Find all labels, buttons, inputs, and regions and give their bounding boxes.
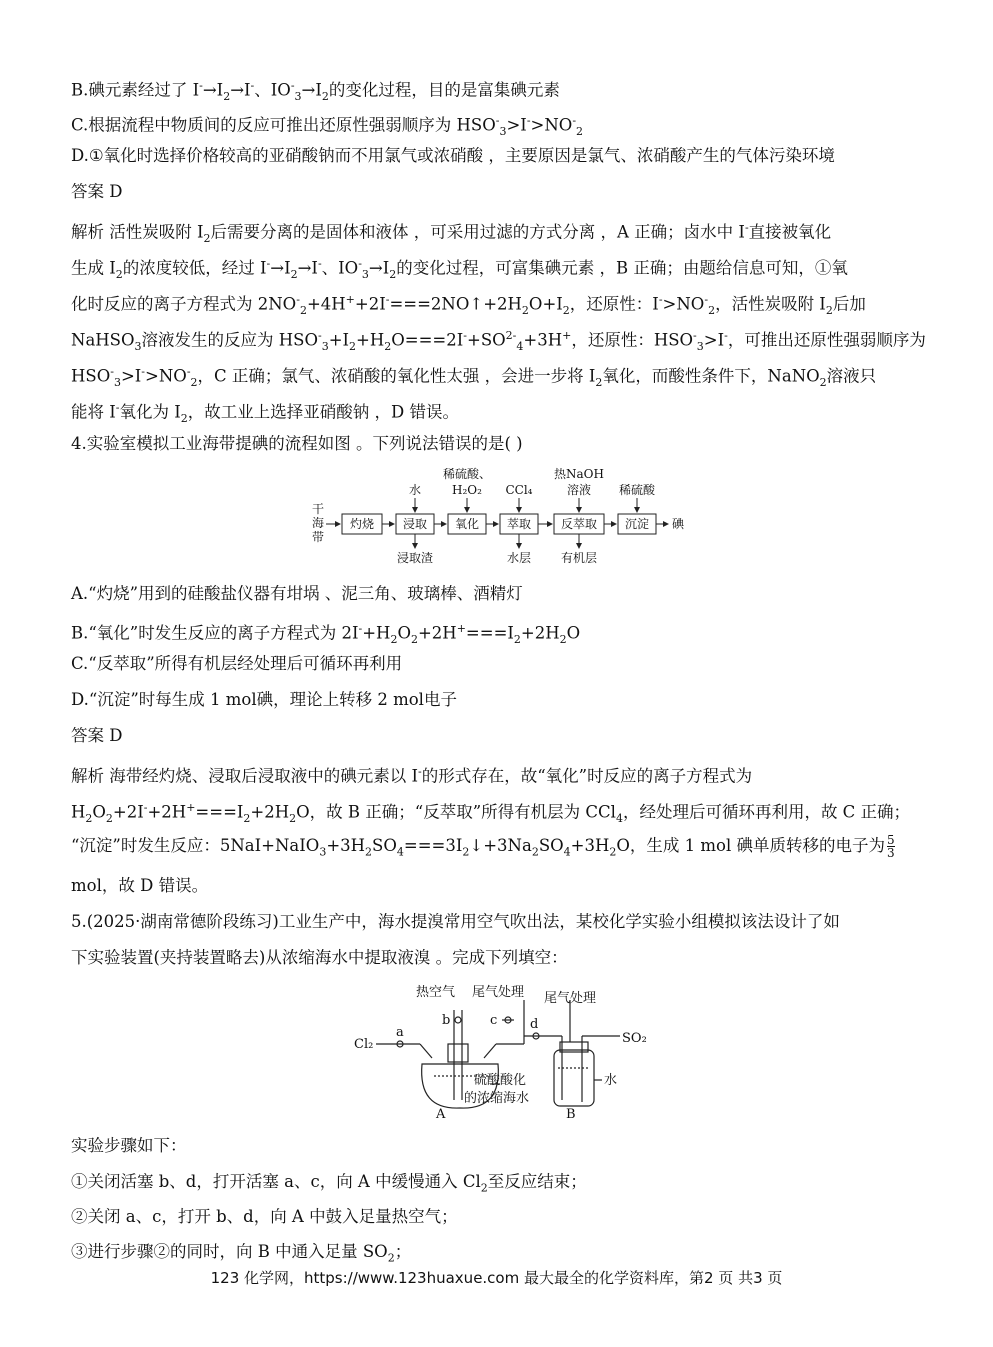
q4-explanation-line-1: 解析 海带经灼烧、浸取后浸取液中的碘元素以 I-的形式存在，故“氧化”时反应的离子方程式为 [71,765,753,786]
q3-explanation-line-4: NaHSO$_3$溶液发生的反应为 $HSO^-_3+I_2+H_2O===2I^-+SO^{2-}_4+3H^+$，还原性：$HSO^-_3>I^-$，可推出还原性强弱顺序为 [71,329,926,353]
fig-tail-gas-1: 尾气处理 [472,985,525,1000]
fig-cl2-label: Cl₂ [354,1037,374,1052]
flow-label-precipitate: 沉淀 [624,517,650,531]
bromine-extraction-apparatus [350,980,650,1122]
flow-label-back-extract: 反萃取 [560,517,598,531]
q4-option-c: C.“反萃取”所得有机层经处理后可循环再利用 [71,654,403,673]
flow-output-aqueous: 水层 [506,551,532,565]
q4-explanation-line-4: mol，故 D 错误。 [71,876,209,895]
flow-input-naoh: 热NaOH [554,467,604,481]
q4-explanation-line-3: “沉淀”时发生反应：$5NaI+NaIO_3+3H_2SO_4===3I_2↓+3Na_2SO_4+3H_2O$，生成 1 mol 碘单质转移的电子为 $\frac{5}{3}$ [71,833,895,860]
flow-input-acid: 稀硫酸、 [442,467,492,481]
q3-option-d: D.①氧化时选择价格较高的亚硝酸钠而不用氯气或浓硝酸 ，主要原因是氯气、浓硝酸产生的气体污染环境 [71,146,835,165]
fig-label-b: B [566,1107,576,1122]
q4-option-a: A.“灼烧”用到的硅酸盐仪器有坩埚 、泥三角、玻璃棒、酒精灯 [71,584,523,603]
q4-stem: 4.实验室模拟工业海带提碘的流程如图 。下列说法错误的是( ) [71,434,523,453]
flow-output-organic: 有机层 [560,551,598,565]
q3-option-b: B.碘元素经过了 $I^-\to I_2\to I^-$、$IO^-_3\to I_2$的变化过程，目的是富集碘元素 [71,79,560,103]
q3-answer: 答案 D [71,182,123,201]
kelp-iodine-flowchart [300,462,700,572]
flow-start-2: 海 [311,516,325,530]
q5-step-3: ③进行步骤②的同时，向 B 中通入足量 $SO_2$； [71,1242,412,1265]
fig-hot-air: 热空气 [416,985,456,1000]
fig-water-label: 水 [604,1073,618,1088]
fig-so2-label: SO₂ [622,1031,647,1046]
flow-start-1: 干 [311,502,325,516]
flow-output-residue: 浸取渣 [396,551,434,565]
flow-input-acid2: 稀硫酸 [618,483,656,497]
q4-option-b: B.“氧化”时发生反应的离子方程式为 $2I^-+H_2O_2+2H^+===I_2+2H_2O$ [71,622,581,646]
flow-label-leach: 浸取 [402,517,428,531]
flow-input-solution: 溶液 [566,483,592,497]
q3-explanation-line-5: $HSO^-_3>I^->NO^-_2$，C 正确；氯气、浓硝酸的氧化性太强 ，会进一步将 $I_2$氧化，而酸性条件下，NaNO$_2$溶液只 [71,365,877,389]
flow-label-oxidize: 氧化 [454,517,480,531]
q3-explanation-line-1: 解析 活性炭吸附 $I_2$后需要分离的是固体和液体 ，可采用过滤的方式分离 ，A 正确；卤水中 I-直接被氧化 [71,221,832,245]
q3-explanation-line-3: 化时反应的离子方程式为 $2NO^-_2+4H^++2I^-===2NO↑+2H_2O+I_2$，还原性：$I^->NO^-_2$，活性炭吸附 $I_2$后加 [71,293,866,317]
q4-answer: 答案 D [71,726,123,745]
q3-explanation-line-2: 生成 $I_2$的浓度较低，经过 $I^-\to I_2\to I^-$、$IO^-_3\to I_2$的变化过程，可富集碘元素 ，B 正确；由题给信息可知，①氧 [71,257,848,281]
fig-valve-d: d [530,1017,539,1032]
q3-option-c: C.根据流程中物质间的反应可推出还原性强弱顺序为 $HSO^-_3>I^->NO^-_2$ [71,114,584,138]
flow-label-extract: 萃取 [506,517,532,531]
q5-stem-line-2: 下实验装置(夹持装置略去)从浓缩海水中提取液溴 。完成下列填空： [71,948,568,967]
flow-input-h2o2: H₂O₂ [452,483,482,497]
flow-input-water: 水 [408,483,422,497]
flow-end: 碘 [671,517,685,531]
flow-label-burn: 灼烧 [349,517,375,531]
flow-start-3: 带 [311,530,325,544]
fig-tail-gas-2: 尾气处理 [544,991,597,1006]
q5-step-1: ①关闭活塞 b、d，打开活塞 a、c，向 A 中缓慢通入 $Cl_2$至反应结束； [71,1172,587,1195]
fig-label-a: A [436,1107,446,1122]
fig-valve-a: a [396,1025,404,1040]
fig-seawater-1: 硫酸酸化 [474,1073,527,1088]
q5-steps-title: 实验步骤如下： [71,1136,187,1155]
flow-input-ccl4: CCl₄ [505,483,533,497]
q4-explanation-line-2: $H_2O_2+2I^-+2H^+===I_2+2H_2O$，故 B 正确；“反萃取”所得有机层为 CCl$_4$，经处理后可循环再利用，故 C 正确； [71,801,911,825]
fig-seawater-2: 的浓缩海水 [464,1091,530,1106]
q5-step-2: ②关闭 a、c，打开 b、d，向 A 中鼓入足量热空气； [71,1207,458,1226]
q3-explanation-line-6: 能将 I-氧化为 $I_2$，故工业上选择亚硝酸钠 ，D 错误。 [71,401,459,425]
q5-stem-line-1: 5.(2025·湖南常德阶段练习)工业生产中，海水提溴常用空气吹出法，某校化学实验小组模拟该法设计了如 [71,912,840,931]
q4-option-d: D.“沉淀”时每生成 1 mol碘，理论上转移 2 mol电子 [71,690,457,709]
fig-valve-b: b [442,1013,451,1028]
page-footer: 123 化学网，https://www.123huaxue.com 最大最全的化学资料库，第2 页 共3 页 [210,1269,783,1287]
fraction-five-thirds: $\frac{5}{3}$ [887,833,895,860]
fig-valve-c: c [490,1013,498,1028]
